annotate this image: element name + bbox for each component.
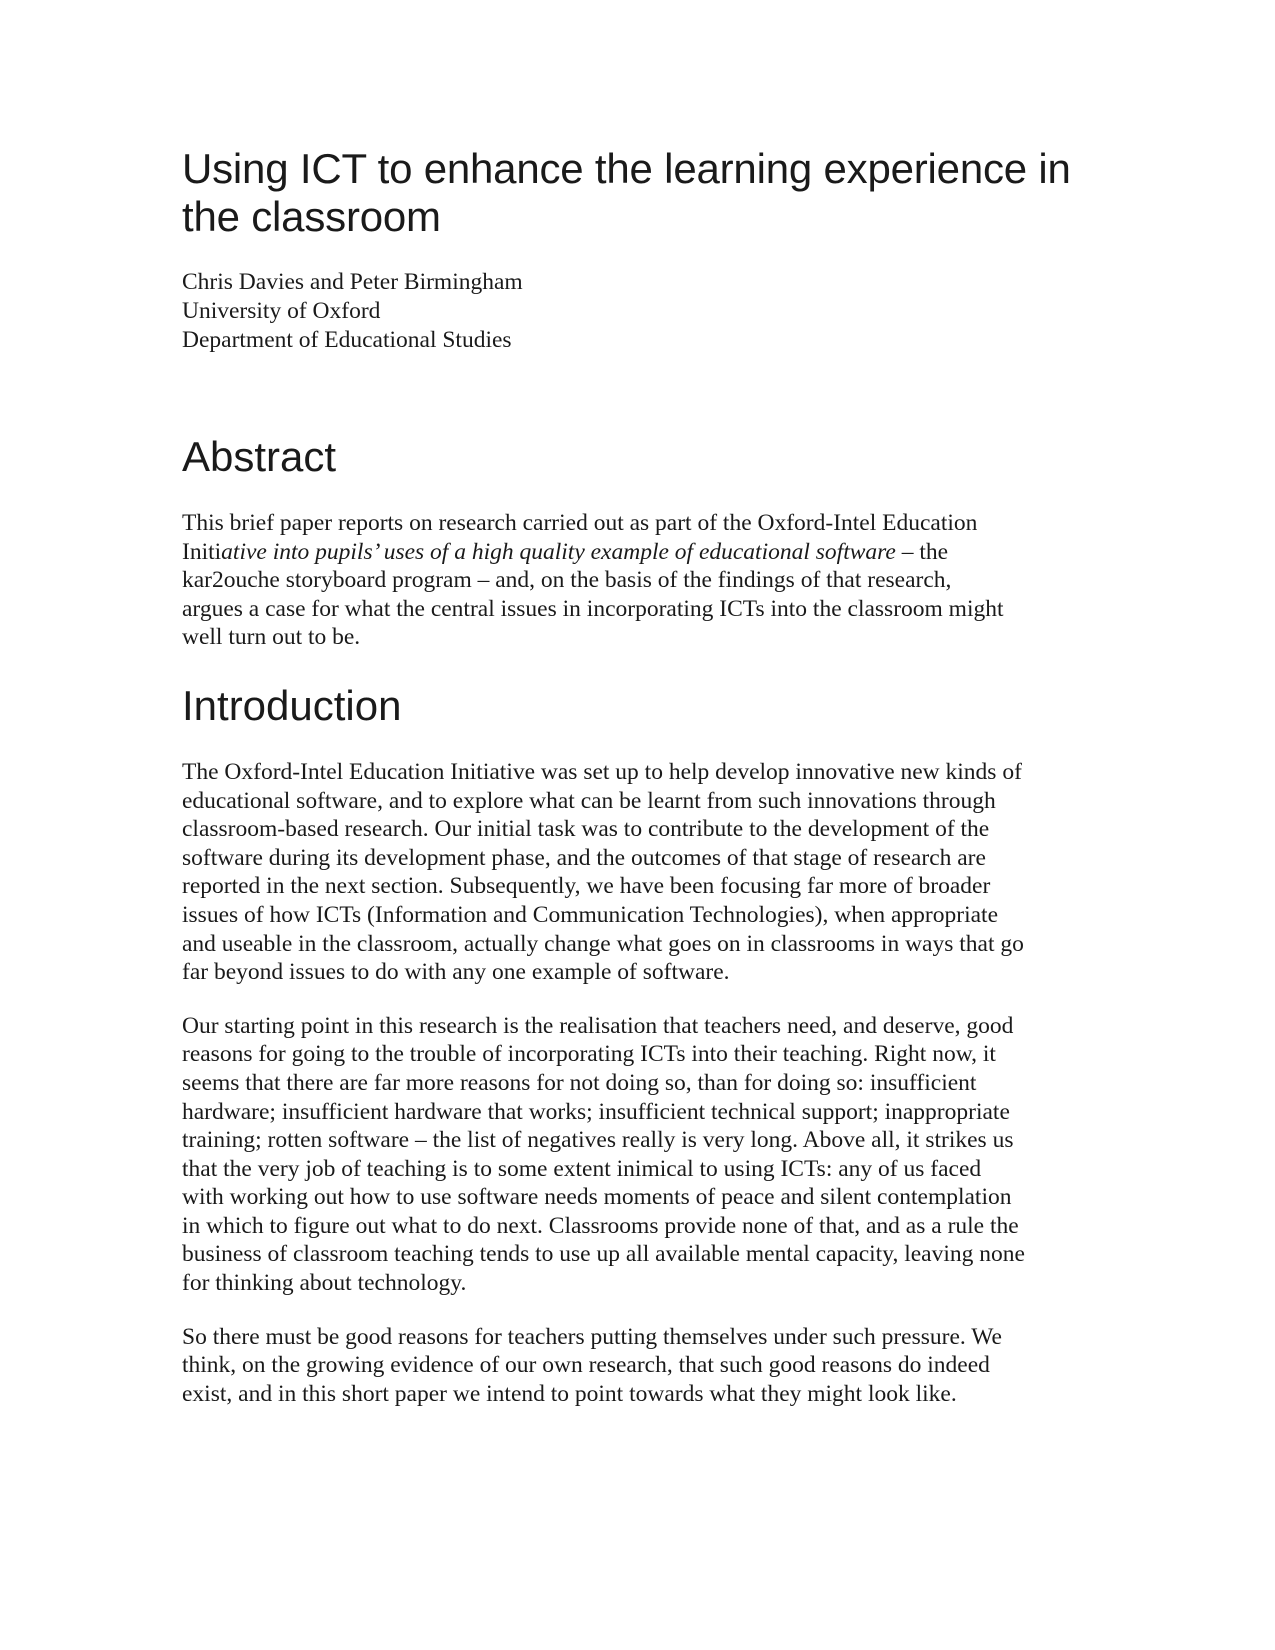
paragraph-line: issues of how ICTs (Information and Communication Technologies), when appropriate	[182, 901, 998, 928]
abstract-line-end: – the	[895, 538, 949, 565]
paper-page	[182, 145, 1082, 1408]
introduction-heading: Introduction	[182, 681, 402, 729]
paragraph-line: hardware; insufficient hardware that works; insufficient technical support; inappropriate	[182, 1098, 1010, 1125]
abstract-line: well turn out to be.	[182, 624, 361, 651]
author-institution: University of Oxford	[182, 298, 381, 324]
paragraph-line: training; rotten software – the list of negatives really is very long. Above all, it strikes us	[182, 1127, 1014, 1154]
paragraph-line: think, on the growing evidence of our own research, that such good reasons do indeed	[182, 1352, 990, 1379]
paper-title	[182, 145, 1082, 241]
introduction-paragraph-3	[182, 1323, 1082, 1409]
paper-title-line: the classroom	[182, 193, 441, 240]
paragraph-line: for thinking about technology.	[182, 1270, 467, 1297]
abstract-line: This brief paper reports on research carried out as part of the Oxford-Intel Education	[182, 510, 978, 536]
paragraph-line: and useable in the classroom, actually change what goes on in classrooms in ways that go	[182, 930, 1024, 957]
abstract-line	[182, 538, 1082, 567]
abstract-line-start: Initi	[182, 538, 222, 565]
author-names: Chris Davies and Peter Birmingham	[182, 269, 523, 295]
abstract-paragraph	[182, 509, 1082, 652]
introduction-paragraph-2	[182, 1012, 1082, 1298]
paragraph-line: So there must be good reasons for teachers putting themselves under such pressure. We	[182, 1323, 1002, 1350]
paragraph-line: that the very job of teaching is to some extent inimical to using ICTs: any of us faced	[182, 1155, 982, 1182]
paragraph-line: seems that there are far more reasons for not doing so, than for doing so: insufficient	[182, 1069, 977, 1096]
paragraph-line: exist, and in this short paper we intend to point towards what they might look like.	[182, 1380, 957, 1407]
paragraph-line: software during its development phase, and the outcomes of that stage of research are	[182, 844, 986, 871]
abstract-line: argues a case for what the central issues in incorporating ICTs into the classroom might	[182, 595, 1004, 622]
paragraph-line: educational software, and to explore what can be learnt from such innovations through	[182, 787, 996, 814]
paragraph-line: classroom-based research. Our initial task was to contribute to the development of the	[182, 816, 990, 843]
paragraph-line: far beyond issues to do with any one example of software.	[182, 959, 730, 986]
author-department: Department of Educational Studies	[182, 327, 512, 353]
paragraph-line: Our starting point in this research is the realisation that teachers need, and deserve, good	[182, 1012, 1014, 1039]
paragraph-line: business of classroom teaching tends to use up all available mental capacity, leaving none	[182, 1241, 1025, 1268]
paragraph-line: with working out how to use software needs moments of peace and silent contemplation	[182, 1184, 1012, 1211]
abstract-heading: Abstract	[182, 433, 337, 480]
paper-title-line: Using ICT to enhance the learning experience in	[182, 145, 1071, 192]
abstract-line: kar2ouche storyboard program – and, on the basis of the findings of that research,	[182, 567, 952, 594]
paragraph-line: The Oxford-Intel Education Initiative was set up to help develop innovative new kinds of	[182, 758, 1022, 785]
introduction-paragraph-1	[182, 758, 1082, 987]
paragraph-line: reported in the next section. Subsequently, we have been focusing far more of broader	[182, 873, 991, 900]
abstract-italic-text: ative into pupils’ uses of a high quality example of educational software	[221, 538, 896, 565]
paragraph-line: in which to figure out what to do next. Classrooms provide none of that, and as a rule the	[182, 1212, 1019, 1239]
author-block	[182, 268, 1082, 355]
paragraph-line: reasons for going to the trouble of incorporating ICTs into their teaching. Right now, it	[182, 1041, 996, 1068]
